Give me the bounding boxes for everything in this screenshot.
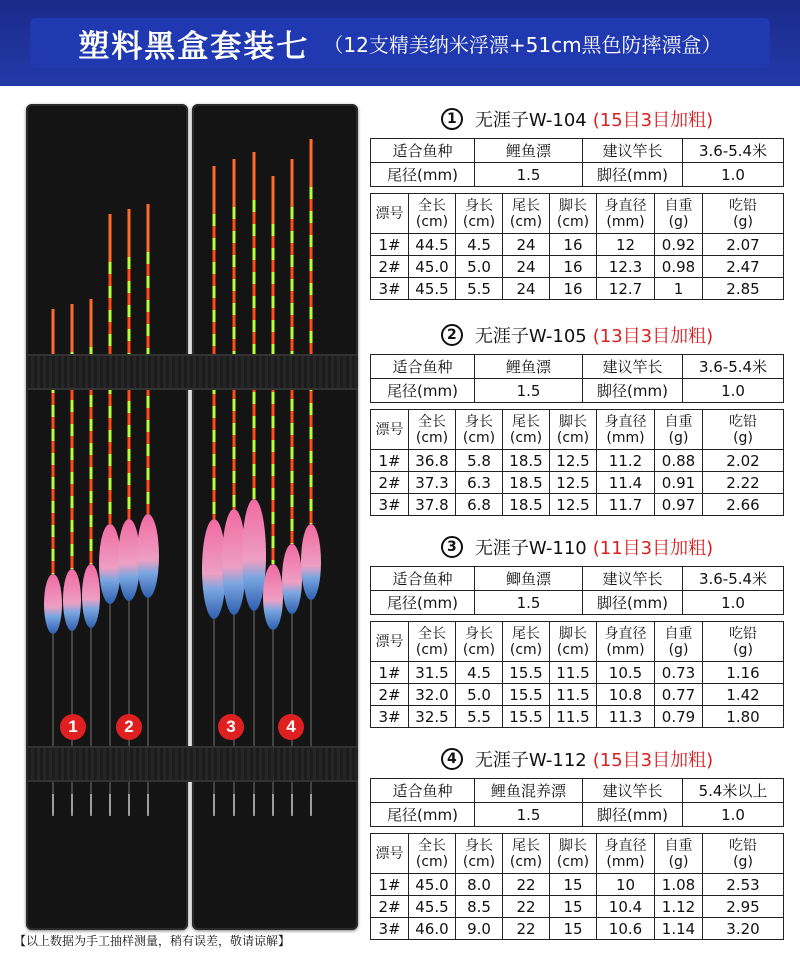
table-cell: 11.2 bbox=[597, 450, 655, 472]
model-note: (11目3目加粗) bbox=[592, 538, 714, 559]
table-cell: 10 bbox=[597, 874, 655, 896]
table-cell: 44.5 bbox=[409, 234, 456, 256]
table-cell: 1 bbox=[655, 278, 703, 300]
table-row bbox=[371, 450, 784, 472]
foot-value: 1.0 bbox=[683, 163, 784, 187]
table-cell: 18.5 bbox=[503, 472, 550, 494]
table-cell: 10.8 bbox=[597, 684, 655, 706]
table-cell: 10.4 bbox=[597, 896, 655, 918]
model-note: (13目3目加粗) bbox=[592, 326, 714, 347]
table-cell: 2.53 bbox=[703, 874, 784, 896]
spec-section-1 bbox=[370, 104, 784, 300]
fish-value: 鲫鱼漂 bbox=[475, 567, 583, 591]
section-number: 3 bbox=[441, 536, 463, 558]
spec-header-cell: 自重 (g) bbox=[655, 622, 703, 662]
table-cell: 37.8 bbox=[409, 494, 456, 516]
spec-header-cell: 吃铅 (g) bbox=[703, 834, 784, 874]
spec-header-cell: 自重 (g) bbox=[655, 410, 703, 450]
section-number: 4 bbox=[441, 748, 463, 770]
spec-header-cell: 吃铅 (g) bbox=[703, 194, 784, 234]
table-cell: 31.5 bbox=[409, 662, 456, 684]
spec-header-cell: 全长 (cm) bbox=[409, 410, 456, 450]
table-cell: 45.5 bbox=[409, 278, 456, 300]
title-bar bbox=[30, 18, 770, 68]
table-row bbox=[371, 896, 784, 918]
spec-header-cell: 尾长 (cm) bbox=[503, 834, 550, 874]
set-badge-3: 3 bbox=[218, 714, 244, 740]
table-cell: 2.85 bbox=[703, 278, 784, 300]
table-row bbox=[371, 706, 784, 728]
foot-label: 脚径(mm) bbox=[583, 803, 683, 827]
spec-table bbox=[370, 409, 784, 516]
spec-header-cell: 身直径 (mm) bbox=[597, 194, 655, 234]
foot-label: 脚径(mm) bbox=[583, 591, 683, 615]
spec-header-cell: 全长 (cm) bbox=[409, 622, 456, 662]
table-cell: 36.8 bbox=[409, 450, 456, 472]
table-cell: 15 bbox=[550, 874, 597, 896]
spec-header-cell: 自重 (g) bbox=[655, 194, 703, 234]
table-cell: 1.12 bbox=[655, 896, 703, 918]
spec-section-4 bbox=[370, 744, 784, 940]
table-cell: 11.5 bbox=[550, 706, 597, 728]
table-row bbox=[371, 918, 784, 940]
spec-table bbox=[370, 621, 784, 728]
tail-label: 尾径(mm) bbox=[371, 163, 475, 187]
table-cell: 0.91 bbox=[655, 472, 703, 494]
table-cell: 2# bbox=[371, 684, 409, 706]
case-strap-bottom bbox=[28, 746, 358, 782]
table-cell: 12.5 bbox=[550, 450, 597, 472]
spec-header-cell: 脚长 (cm) bbox=[550, 622, 597, 662]
spec-header-cell: 身长 (cm) bbox=[456, 410, 503, 450]
table-cell: 8.5 bbox=[456, 896, 503, 918]
spec-header-cell: 身直径 (mm) bbox=[597, 622, 655, 662]
info-row bbox=[371, 803, 784, 827]
table-cell: 1.42 bbox=[703, 684, 784, 706]
table-cell: 0.97 bbox=[655, 494, 703, 516]
table-cell: 5.5 bbox=[456, 278, 503, 300]
spec-section-2 bbox=[370, 320, 784, 516]
table-cell: 16 bbox=[550, 234, 597, 256]
fish-value: 鲤鱼漂 bbox=[475, 355, 583, 379]
info-table bbox=[370, 354, 784, 403]
spec-header-cell: 全长 (cm) bbox=[409, 834, 456, 874]
table-cell: 1.14 bbox=[655, 918, 703, 940]
measurement-footnote: 【以上数据为手工抽样测量，稍有误差，敬请谅解】 bbox=[14, 934, 291, 948]
float-9 bbox=[242, 152, 266, 816]
fish-label: 适合鱼种 bbox=[371, 779, 475, 803]
title-banner bbox=[0, 0, 800, 86]
spec-header-row bbox=[371, 410, 784, 450]
table-cell: 5.0 bbox=[456, 684, 503, 706]
tail-label: 尾径(mm) bbox=[371, 379, 475, 403]
table-row bbox=[371, 472, 784, 494]
case-strap-top bbox=[28, 354, 358, 390]
table-row bbox=[371, 494, 784, 516]
table-cell: 1# bbox=[371, 874, 409, 896]
table-cell: 46.0 bbox=[409, 918, 456, 940]
rod-label: 建议竿长 bbox=[583, 355, 683, 379]
foot-label: 脚径(mm) bbox=[583, 163, 683, 187]
table-cell: 0.88 bbox=[655, 450, 703, 472]
foot-label: 脚径(mm) bbox=[583, 379, 683, 403]
table-row bbox=[371, 684, 784, 706]
spec-header-cell: 漂号 bbox=[371, 194, 409, 234]
model-note: (15目3目加粗) bbox=[592, 110, 714, 131]
table-cell: 10.6 bbox=[597, 918, 655, 940]
table-cell: 11.5 bbox=[550, 662, 597, 684]
spec-header-cell: 尾长 (cm) bbox=[503, 622, 550, 662]
table-cell: 1# bbox=[371, 234, 409, 256]
rod-label: 建议竿长 bbox=[583, 139, 683, 163]
table-cell: 22 bbox=[503, 918, 550, 940]
model-note: (15目3目加粗) bbox=[592, 750, 714, 771]
section-title bbox=[370, 320, 784, 350]
spec-header-cell: 身直径 (mm) bbox=[597, 410, 655, 450]
set-badge-2: 2 bbox=[116, 714, 142, 740]
table-cell: 18.5 bbox=[503, 494, 550, 516]
table-cell: 22 bbox=[503, 896, 550, 918]
info-row bbox=[371, 567, 784, 591]
table-cell: 1.80 bbox=[703, 706, 784, 728]
table-cell: 1.08 bbox=[655, 874, 703, 896]
spec-header-cell: 吃铅 (g) bbox=[703, 622, 784, 662]
spec-section-3 bbox=[370, 532, 784, 728]
table-row bbox=[371, 256, 784, 278]
table-cell: 16 bbox=[550, 256, 597, 278]
spec-header-row bbox=[371, 834, 784, 874]
model-name: 无涯子W-104 bbox=[474, 110, 587, 131]
table-cell: 11.4 bbox=[597, 472, 655, 494]
spec-header-cell: 脚长 (cm) bbox=[550, 194, 597, 234]
spec-header-cell: 全长 (cm) bbox=[409, 194, 456, 234]
table-cell: 1.16 bbox=[703, 662, 784, 684]
info-table bbox=[370, 566, 784, 615]
table-cell: 12.7 bbox=[597, 278, 655, 300]
foot-value: 1.0 bbox=[683, 803, 784, 827]
set-badge-1: 1 bbox=[60, 714, 86, 740]
table-cell: 18.5 bbox=[503, 450, 550, 472]
info-row bbox=[371, 379, 784, 403]
section-title bbox=[370, 532, 784, 562]
table-cell: 15 bbox=[550, 896, 597, 918]
table-cell: 16 bbox=[550, 278, 597, 300]
model-name: 无涯子W-105 bbox=[474, 326, 587, 347]
page-title: 塑料黑盒套装七 bbox=[78, 28, 310, 65]
table-cell: 12 bbox=[597, 234, 655, 256]
table-cell: 11.5 bbox=[550, 684, 597, 706]
table-cell: 2.47 bbox=[703, 256, 784, 278]
fish-value: 鲤鱼混养漂 bbox=[475, 779, 583, 803]
foot-value: 1.0 bbox=[683, 591, 784, 615]
rod-value: 3.6-5.4米 bbox=[683, 355, 784, 379]
spec-header-cell: 身长 (cm) bbox=[456, 622, 503, 662]
spec-header-cell: 尾长 (cm) bbox=[503, 410, 550, 450]
float-box-photo bbox=[26, 104, 364, 930]
table-cell: 10.5 bbox=[597, 662, 655, 684]
tail-value: 1.5 bbox=[475, 803, 583, 827]
table-cell: 12.5 bbox=[550, 472, 597, 494]
table-cell: 6.3 bbox=[456, 472, 503, 494]
table-cell: 6.8 bbox=[456, 494, 503, 516]
table-cell: 12.5 bbox=[550, 494, 597, 516]
rod-value: 3.6-5.4米 bbox=[683, 139, 784, 163]
table-cell: 0.77 bbox=[655, 684, 703, 706]
fish-label: 适合鱼种 bbox=[371, 567, 475, 591]
table-cell: 1# bbox=[371, 450, 409, 472]
table-cell: 15 bbox=[550, 918, 597, 940]
table-cell: 3# bbox=[371, 278, 409, 300]
spec-table bbox=[370, 193, 784, 300]
info-row bbox=[371, 355, 784, 379]
info-table bbox=[370, 138, 784, 187]
table-cell: 2# bbox=[371, 472, 409, 494]
table-cell: 15.5 bbox=[503, 684, 550, 706]
info-row bbox=[371, 591, 784, 615]
table-cell: 0.73 bbox=[655, 662, 703, 684]
table-cell: 11.7 bbox=[597, 494, 655, 516]
spec-header-cell: 漂号 bbox=[371, 410, 409, 450]
table-cell: 24 bbox=[503, 234, 550, 256]
table-row bbox=[371, 662, 784, 684]
section-number: 2 bbox=[441, 324, 463, 346]
table-cell: 2# bbox=[371, 896, 409, 918]
table-cell: 3# bbox=[371, 706, 409, 728]
table-cell: 2.02 bbox=[703, 450, 784, 472]
rod-label: 建议竿长 bbox=[583, 567, 683, 591]
table-cell: 45.0 bbox=[409, 874, 456, 896]
float-12 bbox=[301, 139, 321, 816]
table-cell: 5.8 bbox=[456, 450, 503, 472]
table-cell: 24 bbox=[503, 278, 550, 300]
fish-value: 鲤鱼漂 bbox=[475, 139, 583, 163]
table-cell: 3# bbox=[371, 918, 409, 940]
rod-label: 建议竿长 bbox=[583, 779, 683, 803]
section-title bbox=[370, 104, 784, 134]
tail-value: 1.5 bbox=[475, 379, 583, 403]
floats-illustration bbox=[26, 104, 364, 930]
table-cell: 9.0 bbox=[456, 918, 503, 940]
table-cell: 2.07 bbox=[703, 234, 784, 256]
table-cell: 11.3 bbox=[597, 706, 655, 728]
info-row bbox=[371, 139, 784, 163]
rod-value: 5.4米以上 bbox=[683, 779, 784, 803]
table-cell: 22 bbox=[503, 874, 550, 896]
section-number: 1 bbox=[441, 108, 463, 130]
table-cell: 2.66 bbox=[703, 494, 784, 516]
spec-header-cell: 漂号 bbox=[371, 622, 409, 662]
table-cell: 0.98 bbox=[655, 256, 703, 278]
spec-header-cell: 自重 (g) bbox=[655, 834, 703, 874]
foot-value: 1.0 bbox=[683, 379, 784, 403]
model-name: 无涯子W-110 bbox=[474, 538, 587, 559]
table-cell: 2.95 bbox=[703, 896, 784, 918]
table-cell: 8.0 bbox=[456, 874, 503, 896]
table-cell: 1# bbox=[371, 662, 409, 684]
rod-value: 3.6-5.4米 bbox=[683, 567, 784, 591]
table-row bbox=[371, 278, 784, 300]
spec-header-row bbox=[371, 194, 784, 234]
spec-table bbox=[370, 833, 784, 940]
table-cell: 2.22 bbox=[703, 472, 784, 494]
fish-label: 适合鱼种 bbox=[371, 139, 475, 163]
table-row bbox=[371, 874, 784, 896]
spec-header-cell: 脚长 (cm) bbox=[550, 834, 597, 874]
tail-label: 尾径(mm) bbox=[371, 803, 475, 827]
table-cell: 15.5 bbox=[503, 662, 550, 684]
info-table bbox=[370, 778, 784, 827]
table-cell: 45.5 bbox=[409, 896, 456, 918]
info-row bbox=[371, 163, 784, 187]
table-cell: 15.5 bbox=[503, 706, 550, 728]
tail-label: 尾径(mm) bbox=[371, 591, 475, 615]
table-cell: 5.0 bbox=[456, 256, 503, 278]
spec-header-cell: 尾长 (cm) bbox=[503, 194, 550, 234]
table-cell: 4.5 bbox=[456, 234, 503, 256]
spec-header-cell: 身长 (cm) bbox=[456, 834, 503, 874]
info-row bbox=[371, 779, 784, 803]
table-cell: 0.92 bbox=[655, 234, 703, 256]
fish-label: 适合鱼种 bbox=[371, 355, 475, 379]
table-cell: 45.0 bbox=[409, 256, 456, 278]
page-subtitle: （12支精美纳米浮漂+51cm黑色防摔漂盒） bbox=[323, 32, 722, 57]
table-cell: 5.5 bbox=[456, 706, 503, 728]
table-cell: 2# bbox=[371, 256, 409, 278]
set-badge-4: 4 bbox=[278, 714, 304, 740]
table-cell: 37.3 bbox=[409, 472, 456, 494]
section-title bbox=[370, 744, 784, 774]
table-cell: 32.5 bbox=[409, 706, 456, 728]
spec-header-cell: 漂号 bbox=[371, 834, 409, 874]
table-cell: 3# bbox=[371, 494, 409, 516]
spec-header-cell: 身长 (cm) bbox=[456, 194, 503, 234]
table-cell: 32.0 bbox=[409, 684, 456, 706]
spec-header-cell: 身直径 (mm) bbox=[597, 834, 655, 874]
tail-value: 1.5 bbox=[475, 591, 583, 615]
tail-value: 1.5 bbox=[475, 163, 583, 187]
table-cell: 24 bbox=[503, 256, 550, 278]
spec-header-cell: 脚长 (cm) bbox=[550, 410, 597, 450]
table-cell: 0.79 bbox=[655, 706, 703, 728]
spec-header-row bbox=[371, 622, 784, 662]
table-row bbox=[371, 234, 784, 256]
spec-header-cell: 吃铅 (g) bbox=[703, 410, 784, 450]
table-cell: 4.5 bbox=[456, 662, 503, 684]
model-name: 无涯子W-112 bbox=[474, 750, 587, 771]
table-cell: 12.3 bbox=[597, 256, 655, 278]
table-cell: 3.20 bbox=[703, 918, 784, 940]
